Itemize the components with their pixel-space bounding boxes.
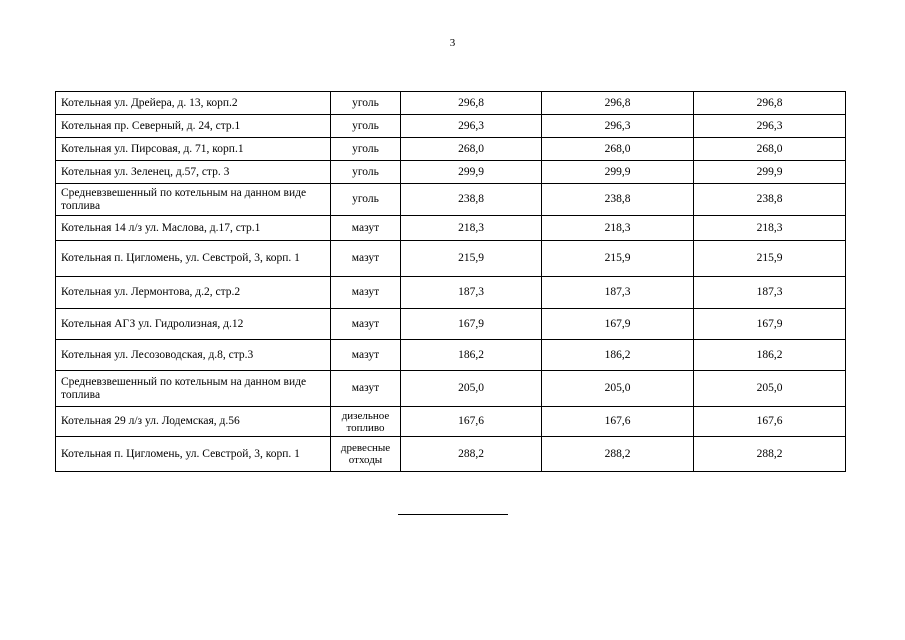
boiler-name-cell: Котельная ул. Зеленец, д.57, стр. 3 [56, 161, 331, 184]
value-cell: 296,8 [694, 92, 846, 115]
value-cell: 238,8 [694, 184, 846, 216]
value-cell: 268,0 [401, 138, 542, 161]
boiler-name-cell: Котельная 14 л/з ул. Маслова, д.17, стр.1 [56, 216, 331, 241]
table-row [56, 437, 846, 472]
value-cell: 167,6 [401, 407, 542, 437]
value-cell: 186,2 [694, 340, 846, 371]
table-row [56, 371, 846, 407]
value-cell: 288,2 [694, 437, 846, 472]
value-cell: 218,3 [542, 216, 694, 241]
boiler-name-cell: Котельная АГЗ ул. Гидролизная, д.12 [56, 309, 331, 340]
fuel-type-cell: уголь [331, 92, 401, 115]
value-cell: 215,9 [401, 241, 542, 277]
table-row [56, 138, 846, 161]
value-cell: 296,8 [401, 92, 542, 115]
value-cell: 187,3 [401, 277, 542, 309]
value-cell: 205,0 [694, 371, 846, 407]
value-cell: 288,2 [542, 437, 694, 472]
value-cell: 186,2 [542, 340, 694, 371]
boiler-name-cell: Котельная пр. Северный, д. 24, стр.1 [56, 115, 331, 138]
table-row [56, 309, 846, 340]
fuel-type-cell: мазут [331, 371, 401, 407]
value-cell: 187,3 [694, 277, 846, 309]
boiler-name-cell: Котельная 29 л/з ул. Лодемская, д.56 [56, 407, 331, 437]
fuel-type-cell: мазут [331, 340, 401, 371]
value-cell: 218,3 [694, 216, 846, 241]
table-row [56, 115, 846, 138]
fuel-type-cell: мазут [331, 277, 401, 309]
value-cell: 238,8 [542, 184, 694, 216]
value-cell: 238,8 [401, 184, 542, 216]
value-cell: 167,9 [401, 309, 542, 340]
value-cell: 296,3 [694, 115, 846, 138]
value-cell: 167,6 [694, 407, 846, 437]
value-cell: 296,8 [542, 92, 694, 115]
fuel-type-cell: уголь [331, 115, 401, 138]
boiler-name-cell: Котельная п. Цигломень, ул. Севстрой, 3, корп. 1 [56, 437, 331, 472]
footer-divider [398, 514, 508, 515]
value-cell: 205,0 [542, 371, 694, 407]
value-cell: 205,0 [401, 371, 542, 407]
boiler-name-cell: Средневзвешенный по котельным на данном виде топлива [56, 371, 331, 407]
value-cell: 186,2 [401, 340, 542, 371]
fuel-type-cell: дизельное топливо [331, 407, 401, 437]
boiler-name-cell: Котельная п. Цигломень, ул. Севстрой, 3, корп. 1 [56, 241, 331, 277]
value-cell: 187,3 [542, 277, 694, 309]
table-row [56, 407, 846, 437]
value-cell: 215,9 [542, 241, 694, 277]
value-cell: 215,9 [694, 241, 846, 277]
value-cell: 299,9 [542, 161, 694, 184]
table-row [56, 216, 846, 241]
fuel-consumption-table [55, 91, 846, 472]
value-cell: 167,6 [542, 407, 694, 437]
table-row [56, 241, 846, 277]
fuel-type-cell: мазут [331, 216, 401, 241]
boiler-name-cell: Котельная ул. Лермонтова, д.2, стр.2 [56, 277, 331, 309]
table-row [56, 277, 846, 309]
value-cell: 167,9 [542, 309, 694, 340]
boiler-name-cell: Средневзвешенный по котельным на данном виде топлива [56, 184, 331, 216]
table-row [56, 340, 846, 371]
value-cell: 299,9 [694, 161, 846, 184]
fuel-type-cell: мазут [331, 309, 401, 340]
page-number: 3 [449, 37, 456, 49]
value-cell: 268,0 [542, 138, 694, 161]
fuel-type-cell: древесные отходы [331, 437, 401, 472]
table-row [56, 184, 846, 216]
value-cell: 218,3 [401, 216, 542, 241]
value-cell: 299,9 [401, 161, 542, 184]
value-cell: 268,0 [694, 138, 846, 161]
fuel-type-cell: уголь [331, 184, 401, 216]
boiler-name-cell: Котельная ул. Пирсовая, д. 71, корп.1 [56, 138, 331, 161]
fuel-type-cell: мазут [331, 241, 401, 277]
table-row [56, 92, 846, 115]
value-cell: 167,9 [694, 309, 846, 340]
value-cell: 296,3 [542, 115, 694, 138]
table-row [56, 161, 846, 184]
fuel-type-cell: уголь [331, 138, 401, 161]
value-cell: 296,3 [401, 115, 542, 138]
boiler-name-cell: Котельная ул. Лесозоводская, д.8, стр.3 [56, 340, 331, 371]
fuel-type-cell: уголь [331, 161, 401, 184]
boiler-name-cell: Котельная ул. Дрейера, д. 13, корп.2 [56, 92, 331, 115]
value-cell: 288,2 [401, 437, 542, 472]
